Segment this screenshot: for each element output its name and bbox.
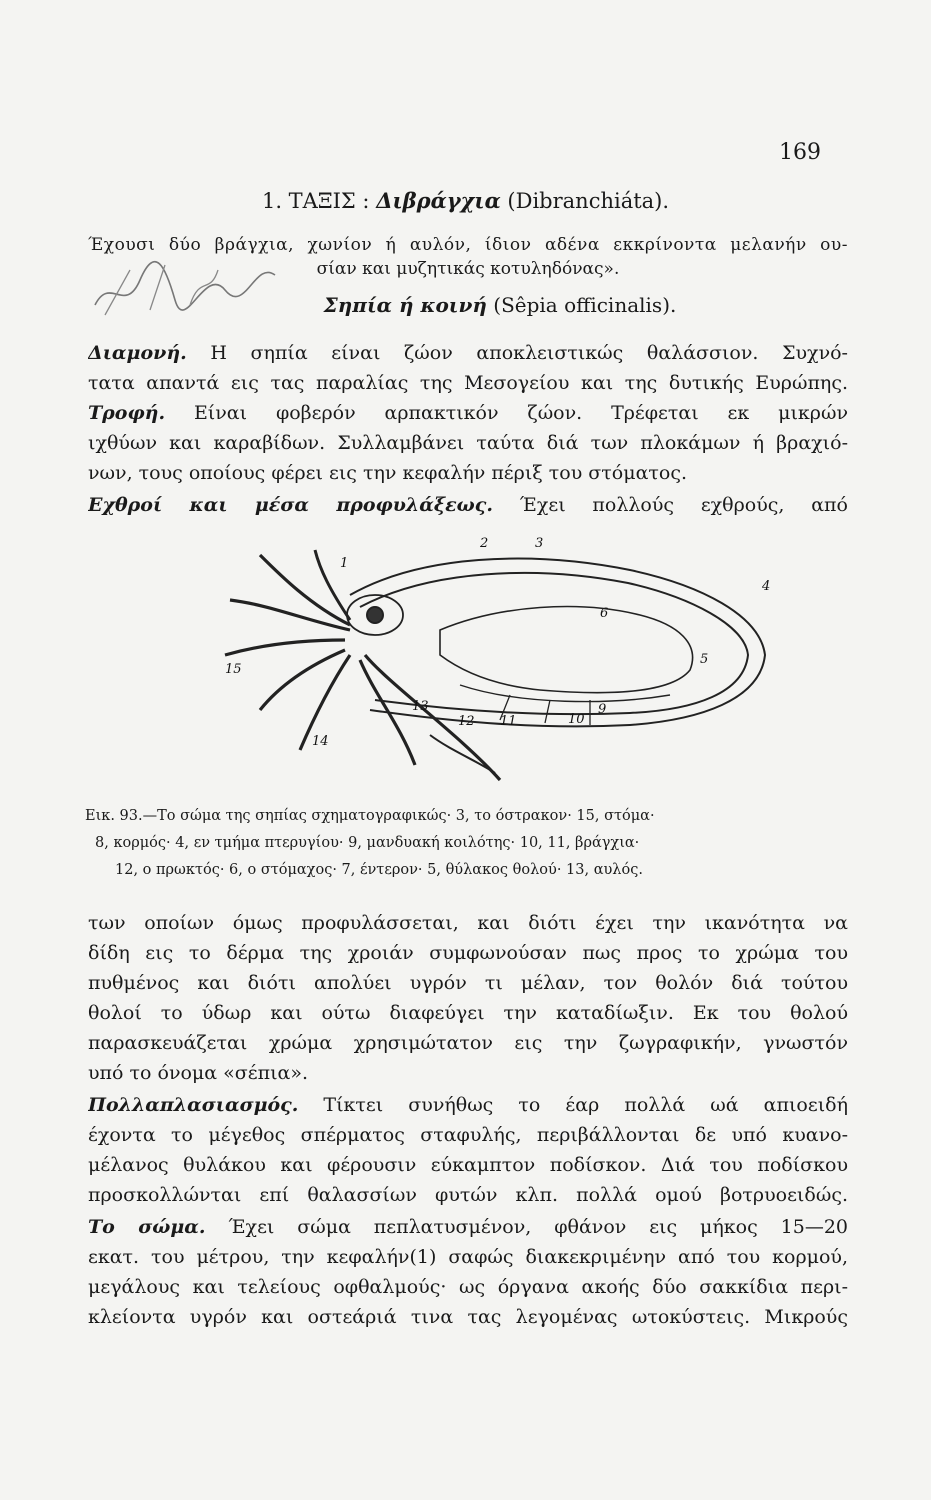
figure-label: 9 xyxy=(598,702,607,717)
figure-label: 12 xyxy=(458,714,475,729)
figure-caption-line-2: 8, κορμός· 4, εν τμήμα πτερυγίου· 9, μανδυακή κοιλότης· 10, 11, βράγχια· xyxy=(95,835,640,851)
body-line: δίδη εις το δέρμα της χροιάν συμφωνούσαν πως προς το χρώμα του xyxy=(88,942,848,964)
body-line: Τροφή. Είναι φοβερόν αρπακτικόν ζώον. Τρέφεται εκ μικρών xyxy=(88,402,848,424)
figure-label: 1 xyxy=(340,556,349,571)
figure-label: 11 xyxy=(500,714,517,729)
body-line: Το σώμα. Έχει σώμα πεπλατυσμένον, φθάνον εις μήκος 15—20 xyxy=(88,1216,848,1238)
paragraph-label: Διαμονή. xyxy=(88,342,187,364)
body-line: νων, τους οποίους φέρει εις την κεφαλήν πέριξ του στόματος. xyxy=(88,462,688,484)
page-number: 169 xyxy=(779,140,821,165)
body-line: μέλανος θυλάκου και φέρουσιν εύκαμπτον ποδίσκον. Διά του ποδίσκου xyxy=(88,1154,848,1176)
figure-caption-line-1: Εικ. 93.—Το σώμα της σηπίας σχηματογραφικώς· 3, το όστρακον· 15, στόμα· xyxy=(85,808,655,824)
paragraph-label: Πολλαπλασιασμός. xyxy=(88,1094,299,1116)
body-line: μεγάλους και τελείους οφθαλμούς· ως όργανα ακοής δύο σακκίδια περι- xyxy=(88,1276,848,1298)
figure-label: 6 xyxy=(600,606,609,621)
heading-prefix: 1. ΤΑΞΙΣ : xyxy=(261,189,370,213)
heading-latin: (Dibranchiáta). xyxy=(507,189,670,213)
body-line: ιχθύων και καραβίδων. Συλλαμβάνει ταύτα διά των πλοκάμων ή βραχιό- xyxy=(88,432,848,454)
body-line: παρασκευάζεται χρώμα χρησιμώτατον εις την ζωγραφικήν, γνωστόν xyxy=(88,1032,848,1054)
body-line: εκατ. του μέτρου, την κεφαλήν(1) σαφώς διακεκριμένην από του κορμού, xyxy=(88,1246,848,1268)
figure-label: 10 xyxy=(568,712,585,727)
body-line: Πολλαπλασιασμός. Τίκτει συνήθως το έαρ πολλά ωά απιοειδή xyxy=(88,1094,848,1116)
body-line: προσκολλώνται επί θαλασσίων φυτών κλπ. πολλά ομού βοτρυοειδώς. xyxy=(88,1184,848,1206)
figure-label: 5 xyxy=(700,652,709,667)
body-line: τατα απαντά εις τας παραλίας της Μεσογείου και της δυτικής Ευρώπης. xyxy=(88,372,848,394)
figure-label: 14 xyxy=(312,734,329,749)
body-line: υπό το όνομα «σέπια». xyxy=(88,1062,309,1084)
paragraph-label: Εχθροί και μέσα προφυλάξεως. xyxy=(88,494,493,516)
body-line: των οποίων όμως προφυλάσσεται, και διότι έχει την ικανότητα να xyxy=(88,912,848,934)
paragraph-label: Τροφή. xyxy=(88,402,166,424)
figure-caption-line-3: 12, ο πρωκτός· 6, ο στόμαχος· 7, έντερον· 5, θύλακος θολού· 13, αυλός. xyxy=(115,862,643,878)
figure-label: 15 xyxy=(225,662,242,677)
figure-label: 4 xyxy=(762,579,771,594)
sepia-anatomy-figure xyxy=(200,535,800,785)
body-line: έχοντα το μέγεθος σπέρματος σταφυλής, περιβάλλονται δε υπό κυανο- xyxy=(88,1124,848,1146)
species-heading xyxy=(120,293,880,317)
figure-label: 2 xyxy=(480,536,489,551)
species-name: Σηπία ή κοινή xyxy=(323,293,487,317)
intro-line-1: Έχουσι δύο βράγχια, χωνίον ή αυλόν, ίδιον αδένα εκκρίνοντα μελανήν ου- xyxy=(88,235,848,255)
intro-line-2: σίαν και μυζητικάς κοτυληδόνας». xyxy=(316,259,620,279)
body-line: κλείοντα υγρόν και οστεάριά τινα τας λεγομένας ωτοκύστεις. Μικρούς xyxy=(88,1306,848,1328)
body-line: Διαμονή. Η σηπία είναι ζώον αποκλειστικώς θαλάσσιον. Συχνό- xyxy=(88,342,848,364)
figure-label: 3 xyxy=(535,536,544,551)
species-latin: (Sêpia officinalis). xyxy=(493,293,677,317)
body-line: πυθμένος και διότι απολύει υγρόν τι μέλαν, τον θολόν διά τούτου xyxy=(88,972,848,994)
section-heading xyxy=(0,188,931,213)
body-line: θολοί το ύδωρ και ούτω διαφεύγει την καταδίωξιν. Εκ του θολού xyxy=(88,1002,848,1024)
body-line: Εχθροί και μέσα προφυλάξεως. Έχει πολλούς εχθρούς, από xyxy=(88,494,848,516)
heading-name: Διβράγχια xyxy=(376,188,501,213)
paragraph-label: Το σώμα. xyxy=(88,1216,206,1238)
figure-label: 13 xyxy=(412,699,429,714)
